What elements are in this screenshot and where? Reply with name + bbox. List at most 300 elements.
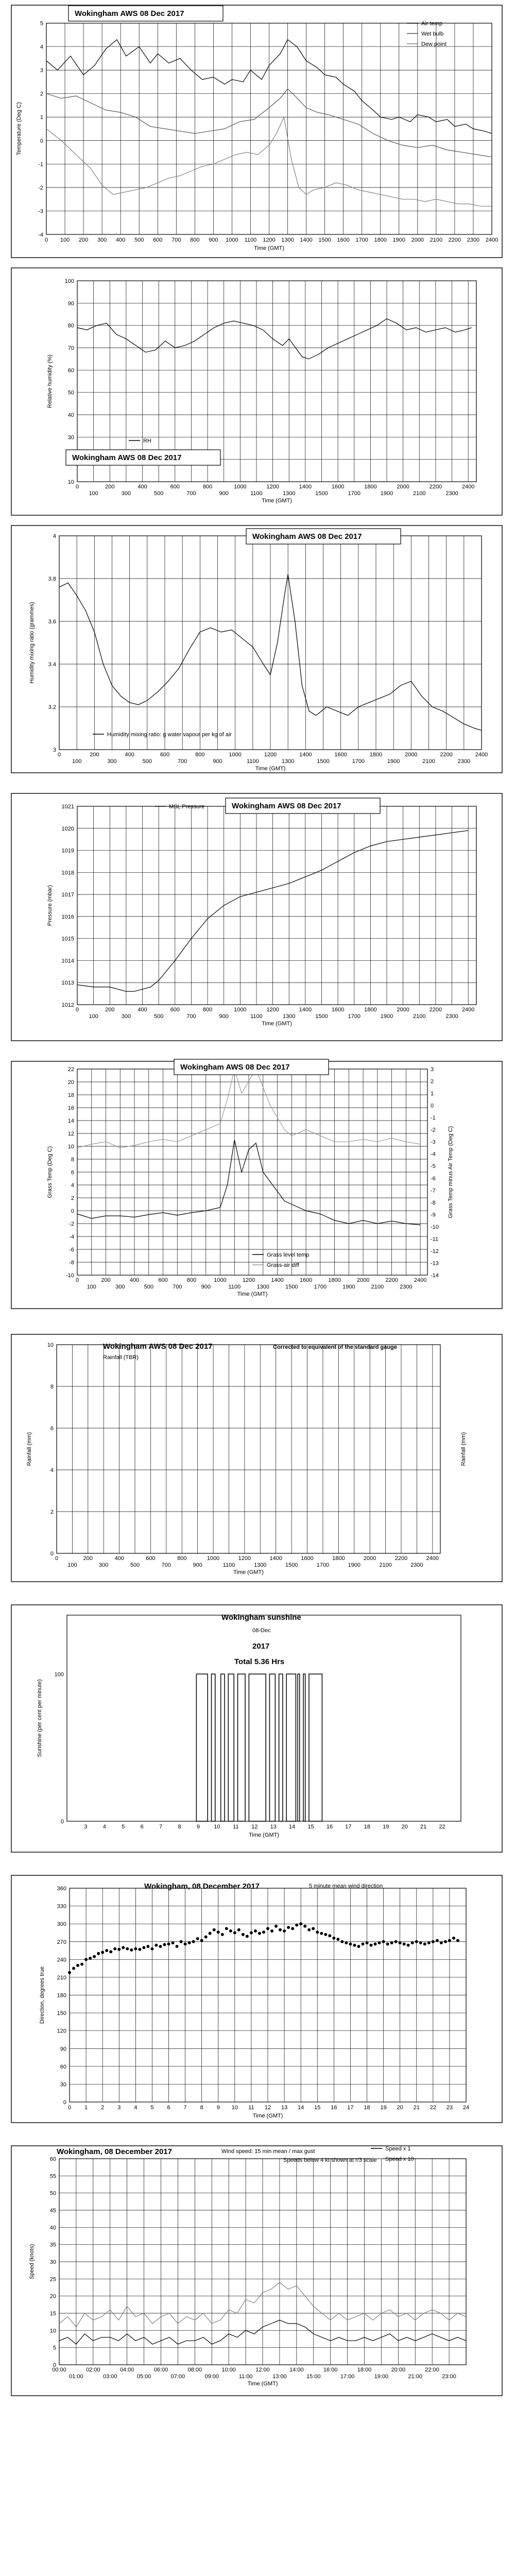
y-tick-label: 22: [67, 1066, 74, 1073]
data-point: [394, 1940, 398, 1943]
data-point: [171, 1941, 175, 1944]
x-tick-label: 1100: [222, 1562, 235, 1568]
data-point: [237, 1928, 241, 1931]
y-tick-label: 1013: [61, 980, 74, 987]
y-right-tick-label: -14: [431, 1273, 439, 1279]
data-point: [295, 1923, 298, 1926]
x-tick-label: 500: [153, 1013, 164, 1020]
data-point: [390, 1941, 393, 1944]
x-tick-label: 19: [383, 1824, 389, 1830]
y-tick-label: 8: [50, 1384, 54, 1390]
y-tick-label: 1: [40, 114, 43, 121]
data-point: [452, 1937, 455, 1940]
data-point: [154, 1944, 158, 1947]
x-tick-label: 1700: [314, 1284, 327, 1290]
x-tick-label: 1900: [348, 1562, 360, 1568]
data-point: [138, 1948, 141, 1951]
legend-label: Grass level temp: [267, 1252, 310, 1258]
x-tick-label: 12:00: [255, 2367, 270, 2373]
x-tick-label: 1600: [331, 1007, 345, 1013]
x-tick-label: 200: [83, 1555, 93, 1562]
y-tick-label: 45: [49, 2208, 56, 2214]
x-tick-label: 20: [401, 1824, 408, 1830]
x-axis-label: Time (GMT): [255, 766, 286, 772]
y-tick-label: 50: [67, 389, 74, 396]
x-tick-label: 22:00: [425, 2367, 439, 2373]
x-tick-label: 2300: [445, 1013, 458, 1020]
x-tick-label: 2200: [440, 752, 453, 758]
x-tick-label: 800: [190, 237, 200, 243]
y-right-tick-label: -10: [431, 1224, 439, 1230]
x-tick-label: 15:00: [306, 2374, 321, 2380]
y-tick-label: 4: [40, 44, 43, 50]
x-tick-label: 1400: [299, 1007, 312, 1013]
y-tick-label: 1017: [61, 892, 74, 899]
y-axis-label: Rainfall (mm): [26, 1432, 32, 1466]
y-tick-label: 0: [63, 2099, 66, 2106]
data-point: [254, 1929, 257, 1933]
x-axis-label: Time (GMT): [249, 1832, 279, 1838]
y-tick-label: 100: [64, 278, 74, 284]
data-point: [366, 1941, 369, 1944]
data-point: [370, 1944, 373, 1947]
x-tick-label: 2000: [363, 1555, 376, 1562]
data-point: [415, 1940, 418, 1943]
x-tick-label: 11: [233, 1824, 239, 1830]
x-tick-label: 200: [78, 237, 89, 243]
x-tick-label: 1600: [301, 1555, 314, 1562]
x-tick-label: 12: [251, 1824, 258, 1830]
chart-windspeed: [11, 2146, 502, 2396]
x-tick-label: 2100: [379, 1562, 392, 1568]
x-tick-label: 300: [121, 1013, 131, 1020]
y-tick-label: 100: [54, 1671, 64, 1678]
x-tick-label: 1: [84, 2105, 88, 2111]
y-tick-label: 0: [40, 138, 43, 144]
x-tick-label: 400: [138, 484, 147, 490]
x-tick-label: 500: [130, 1562, 140, 1568]
year-label: 2017: [252, 1642, 270, 1651]
x-tick-label: 14: [289, 1824, 296, 1830]
y-tick-label: 90: [67, 300, 74, 307]
x-tick-label: 1400: [299, 484, 312, 490]
y-tick-label: 20: [67, 1079, 74, 1086]
x-tick-label: 600: [146, 1555, 156, 1562]
y-right-axis-label: Grass Temp minus Air Temp (Deg C): [448, 1126, 454, 1218]
x-tick-label: 1800: [328, 1277, 341, 1283]
legend-label: Wet bulb: [421, 31, 444, 37]
data-point: [320, 1932, 323, 1935]
data-point: [407, 1944, 410, 1947]
y-right-tick-label: -4: [431, 1151, 436, 1158]
legend-label: Humidity mixing ratio: g water vapour per kg of air: [107, 732, 232, 738]
y-tick-label: 0: [60, 1819, 64, 1825]
y-axis-label: Sunshine (per cent per minute): [37, 1679, 43, 1757]
x-tick-label: 1900: [380, 490, 393, 497]
data-point: [93, 1955, 96, 1958]
y-tick-label: 80: [67, 323, 74, 329]
data-point: [353, 1944, 356, 1947]
x-axis-label: Time (GMT): [237, 1291, 268, 1297]
x-tick-label: 00:00: [52, 2367, 66, 2373]
y-tick-label: 3.2: [48, 704, 56, 710]
x-tick-label: 1300: [256, 1284, 270, 1290]
data-point: [196, 1937, 199, 1940]
chart-rh: [11, 268, 502, 515]
x-tick-label: 6: [167, 2105, 170, 2111]
y-right-tick-label: 0: [431, 1103, 434, 1109]
x-tick-label: 1900: [380, 1013, 393, 1020]
x-tick-label: 11:00: [238, 2374, 253, 2380]
chart-pressure: [11, 793, 502, 1041]
y-tick-label: -2: [69, 1221, 74, 1227]
data-point: [378, 1941, 381, 1944]
x-tick-label: 24: [462, 2105, 470, 2111]
data-point: [328, 1934, 331, 1937]
data-point: [262, 1930, 265, 1934]
x-tick-label: 2400: [475, 752, 488, 758]
x-tick-label: 3: [117, 2105, 121, 2111]
x-tick-label: 7: [159, 1824, 163, 1830]
x-tick-label: 800: [195, 752, 205, 758]
x-tick-label: 3: [84, 1824, 88, 1830]
x-axis-label: Time (GMT): [254, 245, 284, 251]
x-tick-label: 900: [209, 237, 218, 243]
y-tick-label: 50: [49, 2190, 56, 2197]
x-tick-label: 5: [150, 2105, 154, 2111]
x-tick-label: 8: [200, 2105, 203, 2111]
x-tick-label: 0: [67, 2105, 72, 2111]
x-tick-label: 1200: [266, 1007, 279, 1013]
data-point: [246, 1935, 249, 1938]
legend-label: RH: [143, 438, 151, 444]
y-tick-label: 40: [67, 412, 74, 418]
data-point: [411, 1941, 414, 1944]
chart-subtitle: Wind speed: 15 min mean / max gust: [221, 2148, 315, 2155]
y-tick-label: 2: [40, 91, 43, 97]
x-tick-label: 1500: [285, 1562, 298, 1568]
data-point: [192, 1940, 195, 1943]
x-tick-label: 1200: [264, 752, 277, 758]
y-right-tick-label: 1: [431, 1091, 434, 1097]
chart-title: Wokingham AWS 08 Dec 2017: [180, 1063, 290, 1072]
x-tick-label: 2200: [448, 237, 461, 243]
x-axis-label: Time (GMT): [262, 1021, 292, 1027]
data-point: [403, 1942, 406, 1945]
x-tick-label: 300: [97, 237, 107, 243]
y-axis-label: Grass Temp (Deg C): [47, 1146, 53, 1198]
y-tick-label: 180: [57, 1992, 66, 1999]
chart-grass: [11, 1059, 502, 1309]
data-point: [456, 1939, 459, 1942]
x-tick-label: 2100: [371, 1284, 384, 1290]
x-tick-label: 600: [170, 1007, 180, 1013]
y-tick-label: 3: [40, 67, 43, 74]
x-tick-label: 1100: [250, 490, 263, 497]
x-tick-label: 1500: [285, 1284, 298, 1290]
x-tick-label: 14:00: [289, 2367, 304, 2373]
y-tick-label: 1014: [61, 958, 74, 964]
x-tick-label: 16:00: [323, 2367, 338, 2373]
data-point: [340, 1940, 344, 1943]
x-tick-label: 06:00: [153, 2367, 168, 2373]
chart-title: Wokingham AWS 08 Dec 2017: [232, 802, 341, 810]
data-point: [80, 1963, 83, 1966]
data-point: [89, 1957, 92, 1960]
x-tick-label: 1100: [247, 758, 259, 765]
chart-title: Wokingham AWS 08 Dec 2017: [72, 453, 182, 462]
x-tick-label: 500: [153, 490, 164, 497]
data-point: [204, 1936, 208, 1939]
legend-label: Grass-air diff: [267, 1262, 299, 1268]
x-tick-label: 08:00: [187, 2367, 202, 2373]
y-tick-label: 3: [53, 747, 56, 753]
x-tick-label: 1800: [369, 752, 383, 758]
x-tick-label: 1800: [332, 1555, 345, 1562]
x-tick-label: 200: [105, 1007, 115, 1013]
data-point: [440, 1941, 443, 1944]
y-tick-label: 14: [67, 1118, 74, 1124]
x-tick-label: 14: [298, 2105, 304, 2111]
x-tick-label: 0: [57, 752, 61, 758]
x-tick-label: 100: [67, 1562, 77, 1568]
data-point: [266, 1927, 269, 1930]
y-tick-label: 1012: [61, 1002, 74, 1008]
data-point: [233, 1931, 236, 1934]
data-point: [167, 1942, 170, 1945]
data-point: [126, 1947, 129, 1951]
data-point: [436, 1939, 439, 1942]
x-tick-label: 700: [173, 1284, 182, 1290]
y-right-tick-label: 2: [431, 1078, 434, 1085]
x-tick-label: 2400: [414, 1277, 427, 1283]
x-tick-label: 2000: [397, 1007, 409, 1013]
y-tick-label: 1020: [61, 825, 74, 832]
chart-title: Wokingham sunshine: [221, 1613, 301, 1622]
data-point: [163, 1943, 166, 1946]
data-point: [221, 1933, 224, 1936]
x-tick-label: 1700: [352, 758, 365, 765]
data-point: [374, 1942, 377, 1945]
x-tick-label: 0: [44, 237, 48, 243]
x-tick-label: 1200: [266, 484, 279, 490]
x-tick-label: 2000: [356, 1277, 370, 1283]
x-tick-label: 1300: [282, 1013, 296, 1020]
y-tick-label: 1019: [61, 848, 74, 854]
x-tick-label: 22: [439, 1824, 445, 1830]
panel-frame: [11, 793, 502, 1041]
y-right-tick-label: -8: [431, 1199, 436, 1206]
data-point: [213, 1928, 216, 1931]
legend-label: Air temp: [421, 21, 442, 27]
data-point: [180, 1940, 183, 1943]
x-tick-label: 400: [129, 1277, 140, 1283]
y-right-tick-label: -3: [431, 1139, 436, 1146]
x-tick-label: 12: [264, 2105, 271, 2111]
x-tick-label: 1000: [234, 1007, 247, 1013]
data-point: [287, 1926, 290, 1929]
y-tick-label: 10: [67, 1144, 74, 1150]
y-axis-label: Direction, degrees true: [39, 1966, 45, 2024]
data-point: [250, 1931, 253, 1934]
x-tick-label: 1700: [355, 237, 368, 243]
x-tick-label: 2200: [429, 484, 442, 490]
x-tick-label: 1300: [281, 758, 295, 765]
panel-frame: [11, 526, 502, 773]
x-tick-label: 1400: [271, 1277, 284, 1283]
x-tick-label: 400: [138, 1007, 147, 1013]
y-tick-label: -2: [38, 184, 43, 191]
y-tick-label: 150: [57, 2010, 66, 2017]
y-tick-label: 3.6: [48, 619, 56, 625]
y-tick-label: -1: [38, 161, 43, 168]
y-tick-label: 1018: [61, 870, 74, 876]
x-tick-label: 600: [153, 237, 163, 243]
x-tick-label: 500: [142, 758, 152, 765]
data-point: [270, 1929, 273, 1933]
y-tick-label: 6: [71, 1170, 74, 1176]
data-point: [142, 1946, 145, 1949]
y-tick-label: 60: [67, 367, 74, 374]
x-tick-label: 09:00: [204, 2374, 219, 2380]
x-tick-label: 9: [196, 1824, 200, 1830]
x-tick-label: 1600: [299, 1277, 313, 1283]
data-point: [349, 1942, 352, 1945]
y-tick-label: -4: [38, 232, 43, 238]
x-tick-label: 1900: [342, 1284, 355, 1290]
chart-mixratio: [11, 526, 502, 773]
x-tick-label: 1700: [348, 490, 360, 497]
x-tick-label: 600: [160, 752, 170, 758]
x-tick-label: 0: [55, 1555, 59, 1562]
y-tick-label: 16: [67, 1105, 74, 1111]
x-tick-label: 800: [202, 484, 213, 490]
x-tick-label: 400: [115, 237, 126, 243]
y-tick-label: 30: [67, 434, 74, 441]
data-point: [159, 1945, 162, 1948]
x-tick-label: 20: [397, 2105, 403, 2111]
x-axis-label: Time (GMT): [252, 2113, 283, 2119]
data-point: [283, 1929, 286, 1933]
data-point: [299, 1922, 302, 1925]
data-point: [345, 1941, 348, 1944]
x-tick-label: 1700: [348, 1013, 360, 1020]
y-right-tick-label: -5: [431, 1163, 436, 1170]
x-tick-label: 15: [314, 2105, 321, 2111]
x-tick-label: 1400: [299, 752, 312, 758]
data-point: [432, 1940, 435, 1943]
data-point: [122, 1946, 125, 1949]
y-tick-label: 1015: [61, 936, 74, 942]
data-point: [332, 1937, 335, 1940]
panel-frame: [11, 1875, 502, 2123]
x-tick-label: 1000: [214, 1277, 227, 1283]
x-tick-label: 900: [193, 1562, 202, 1568]
x-tick-label: 900: [201, 1284, 211, 1290]
y-tick-label: 30: [60, 2081, 66, 2088]
y-tick-label: -10: [66, 1273, 74, 1279]
x-tick-label: 2400: [461, 484, 475, 490]
x-tick-label: 900: [219, 1013, 229, 1020]
y-tick-label: 2: [71, 1195, 74, 1201]
x-tick-label: 500: [134, 237, 144, 243]
x-tick-label: 16: [326, 1824, 333, 1830]
data-point: [312, 1927, 315, 1930]
x-tick-label: 0: [75, 1277, 79, 1283]
y-tick-label: 1021: [61, 804, 74, 810]
x-tick-label: 4: [134, 2105, 138, 2111]
chart-note: Speeds below 4 kt shown at r/3 scale: [283, 2157, 377, 2163]
data-point: [448, 1939, 451, 1942]
legend-label: Dew point: [421, 41, 447, 47]
x-tick-label: 4: [102, 1824, 106, 1830]
data-point: [146, 1945, 149, 1948]
x-tick-label: 23:00: [442, 2374, 456, 2380]
x-tick-label: 900: [219, 490, 229, 497]
data-point: [324, 1933, 327, 1936]
x-tick-label: 10: [214, 1824, 220, 1830]
x-tick-label: 400: [125, 752, 134, 758]
data-point: [113, 1947, 116, 1951]
y-tick-label: 60: [60, 2063, 66, 2070]
data-point: [134, 1947, 137, 1951]
x-tick-label: 1900: [392, 237, 406, 243]
y-tick-label: 20: [49, 2293, 56, 2300]
y-right-tick-label: 3: [431, 1066, 434, 1073]
y-tick-label: 10: [47, 1342, 54, 1348]
x-tick-label: 900: [213, 758, 222, 765]
x-tick-label: 1100: [244, 237, 257, 243]
y-tick-label: 5: [53, 2345, 56, 2351]
x-tick-label: 2100: [430, 237, 443, 243]
x-tick-label: 1600: [337, 237, 350, 243]
x-tick-label: 10:00: [221, 2367, 236, 2373]
x-tick-label: 2200: [385, 1277, 398, 1283]
y-tick-label: 240: [57, 1957, 66, 1963]
x-tick-label: 300: [107, 758, 117, 765]
x-tick-label: 7: [183, 2105, 187, 2111]
data-point: [176, 1945, 179, 1948]
data-point: [76, 1964, 79, 1967]
y-right-tick-label: -9: [431, 1212, 436, 1218]
y-tick-label: 40: [49, 2225, 56, 2231]
x-tick-label: 20:00: [391, 2367, 406, 2373]
x-tick-label: 1200: [238, 1555, 251, 1562]
x-tick-label: 2100: [413, 1013, 426, 1020]
data-point: [109, 1950, 112, 1953]
x-tick-label: 2200: [394, 1555, 408, 1562]
x-tick-label: 1300: [281, 237, 294, 243]
total-label: Total 5.36 Hrs: [234, 1657, 285, 1666]
x-tick-label: 1000: [234, 484, 247, 490]
y-right-tick-label: -1: [431, 1115, 436, 1122]
y-tick-label: 3.8: [48, 576, 56, 582]
legend-label: Speed x 10: [385, 2156, 414, 2162]
y-tick-label: 2: [50, 1509, 54, 1515]
x-tick-label: 300: [115, 1284, 125, 1290]
x-tick-label: 18:00: [357, 2367, 372, 2373]
chart-subtitle: 5 minute mean wind direction: [309, 1883, 383, 1889]
x-tick-label: 10: [231, 2105, 238, 2111]
data-point: [209, 1932, 212, 1935]
x-tick-label: 1800: [374, 237, 387, 243]
x-tick-label: 800: [186, 1277, 197, 1283]
panel-frame: [11, 2146, 502, 2396]
y-axis-label: Temperature (Deg C): [16, 102, 22, 156]
data-point: [386, 1942, 389, 1945]
x-tick-label: 700: [161, 1562, 171, 1568]
x-tick-label: 2400: [461, 1007, 475, 1013]
